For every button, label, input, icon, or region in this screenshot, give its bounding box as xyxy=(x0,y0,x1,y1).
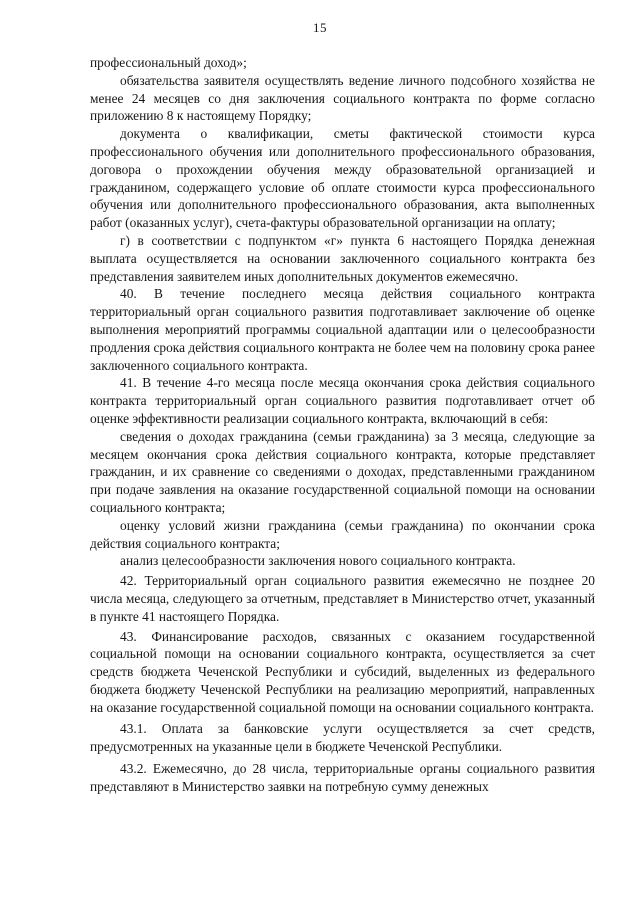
document-body xyxy=(90,54,595,796)
paragraph-obligations: обязательства заявителя осуществлять ведение личного подсобного хозяйства не менее 24 месяцев со дня заключения социального контракта по форме согласно приложению 8 к настоящему Порядку; xyxy=(90,72,595,124)
paragraph-41: 41. В течение 4-го месяца после месяца окончания срока действия социального контракта территориальный орган социального развития подготавливает отчет об оценке эффективности реализации социального контракта, включающий в себя: xyxy=(90,375,595,426)
paragraph-living-conditions: оценку условий жизни гражданина (семьи гражданина) по окончании срока действия социального контракта; xyxy=(90,517,595,551)
paragraph-qualification-documents: документа о квалификации, сметы фактической стоимости курса профессионального обучения или дополнительного профессионального образования, договора о прохождении обучения между образовательной организацией и гражданином, содержащего условие об оплате стоимости курса профессионального обучения или дополнительного профессионального образования, акта выполненных работ (оказанных услуг), счета-фактуры образовательной организации на оплату; xyxy=(90,126,595,231)
paragraph-40: 40. В течение последнего месяца действия социального контракта территориальный орган социального развития подготавливает заключение об оценке выполнения мероприятий программы социальной адаптации или о целесообразности продления срока действия социального контракта не более чем на половину срока ранее заключенного социального контракта. xyxy=(90,286,595,373)
paragraph-42: 42. Территориальный орган социального развития ежемесячно не позднее 20 числа месяца, следующего за отчетным, представляет в Министерство отчет, указанный в пункте 41 настоящего Порядка. xyxy=(90,573,595,624)
paragraph-feasibility-analysis: анализ целесообразности заключения нового социального контракта. xyxy=(120,553,516,569)
paragraph-subitem-g: г) в соответствии с подпунктом «г» пункта 6 настоящего Порядка денежная выплата осуществляется на основании заключенного социального контракта без представления заявителем иных дополнительных документов ежемесячно. xyxy=(90,232,595,284)
paragraph-continuation: профессиональный доход»; xyxy=(90,55,247,70)
paragraph-43-2: 43.2. Ежемесячно, до 28 числа, территориальные органы социального развития представляют в Министерство заявки на потребную сумму денежных xyxy=(90,761,595,794)
page-number: 15 xyxy=(313,20,327,35)
paragraph-43-1: 43.1. Оплата за банковские услуги осуществляется за счет средств, предусмотренных на указанные цели в бюджете Чеченской Республики. xyxy=(90,721,595,755)
paragraph-43: 43. Финансирование расходов, связанных с оказанием государственной социальной помощи на основании социального контракта, осуществляется за счет средств бюджета Чеченской Республики и субсидий, выделенных из федерального бюджета бюджету Чеченской Республики на реализацию мероприятий, направленных на оказание государственной социальной помощи на основании социального контракта. xyxy=(90,628,595,715)
paragraph-income-info: сведения о доходах гражданина (семьи гражданина) за 3 месяца, следующие за месяцем окончания срока действия социального контракта, которые представляет гражданин, и их сравнение со сведениями о доходах, представленными гражданином при подаче заявления на оказание государственной социальной помощи на основании социального контракта; xyxy=(90,428,595,515)
